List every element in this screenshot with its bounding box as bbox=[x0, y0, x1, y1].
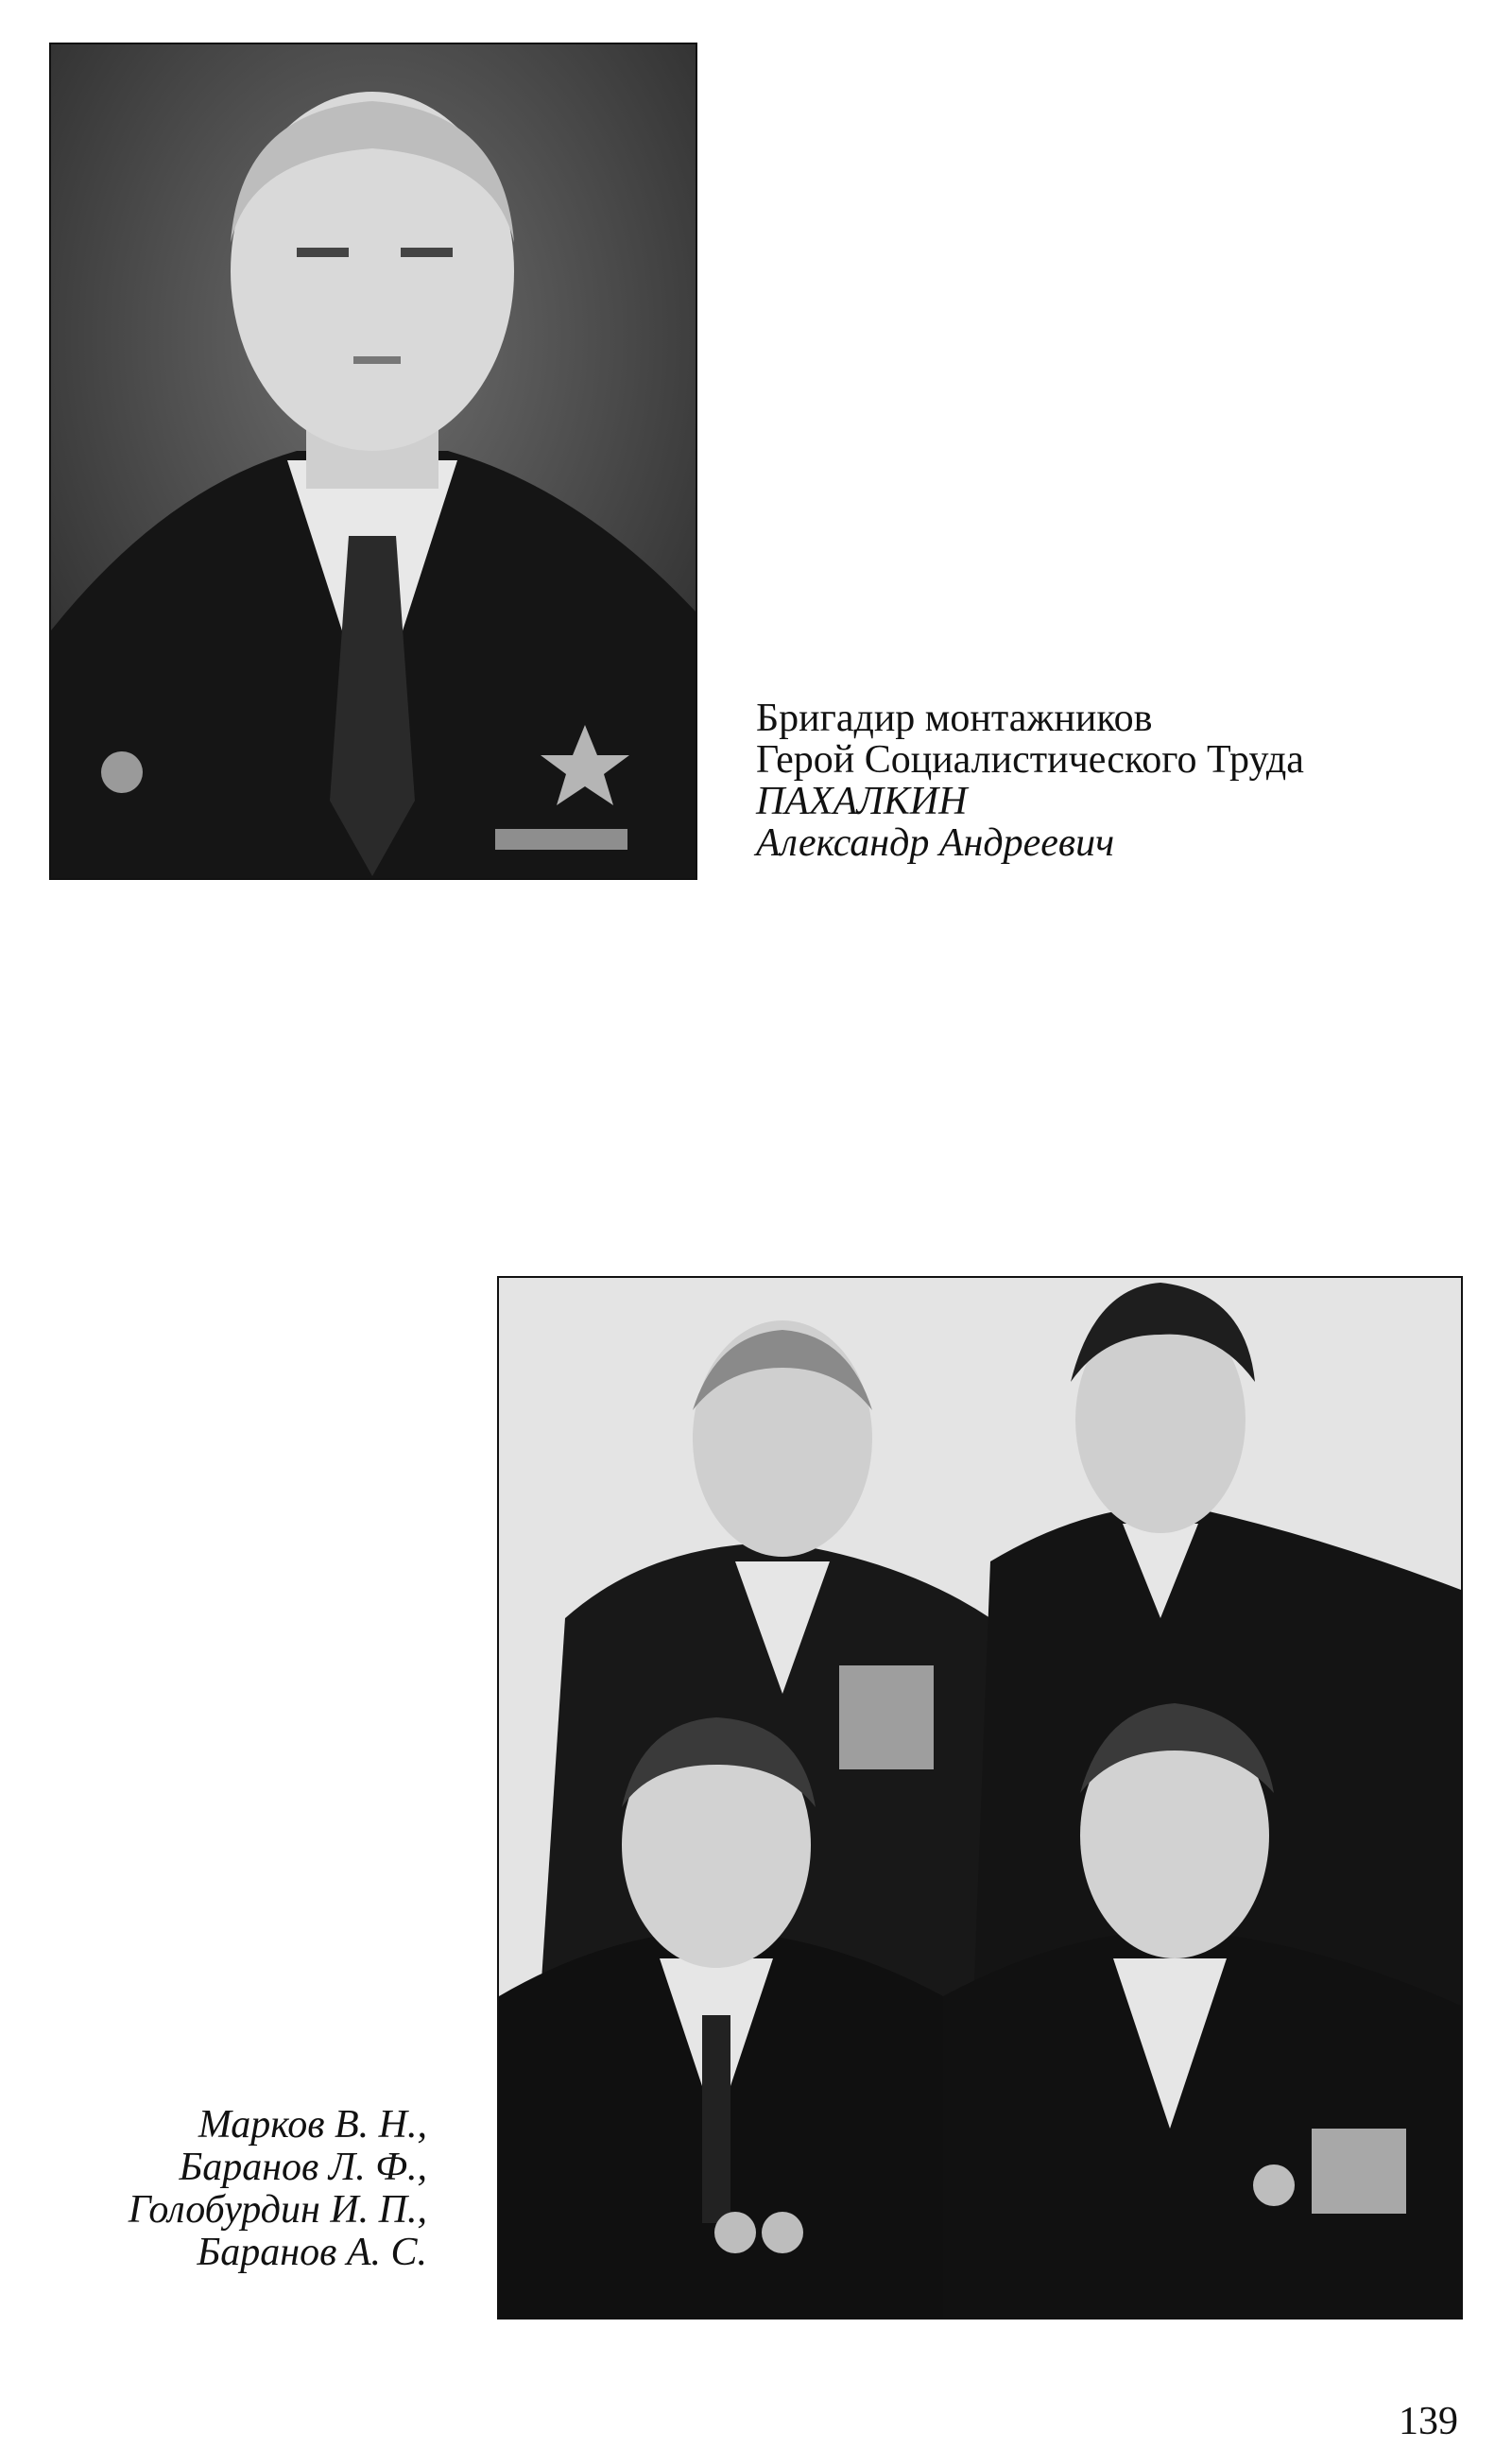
caption-surname: ПАХАЛКИН bbox=[756, 780, 968, 823]
group-caption bbox=[129, 2104, 427, 2274]
group-caption-name: Баранов А. С. bbox=[197, 2231, 427, 2274]
group-caption-name: Голобурдин И. П., bbox=[128, 2188, 427, 2232]
page-number: 139 bbox=[1399, 2400, 1458, 2443]
caption-position: Бригадир монтажников bbox=[756, 697, 1153, 740]
group-caption-name: Марков В. Н., bbox=[198, 2103, 427, 2147]
group-caption-name: Баранов Л. Ф., bbox=[179, 2146, 427, 2189]
portrait-photo bbox=[49, 43, 697, 880]
caption-given-names: Александр Андреевич bbox=[756, 821, 1115, 865]
group-photo bbox=[497, 1276, 1463, 2320]
portrait-caption bbox=[756, 698, 1304, 864]
caption-title: Герой Социалистического Труда bbox=[756, 738, 1304, 782]
